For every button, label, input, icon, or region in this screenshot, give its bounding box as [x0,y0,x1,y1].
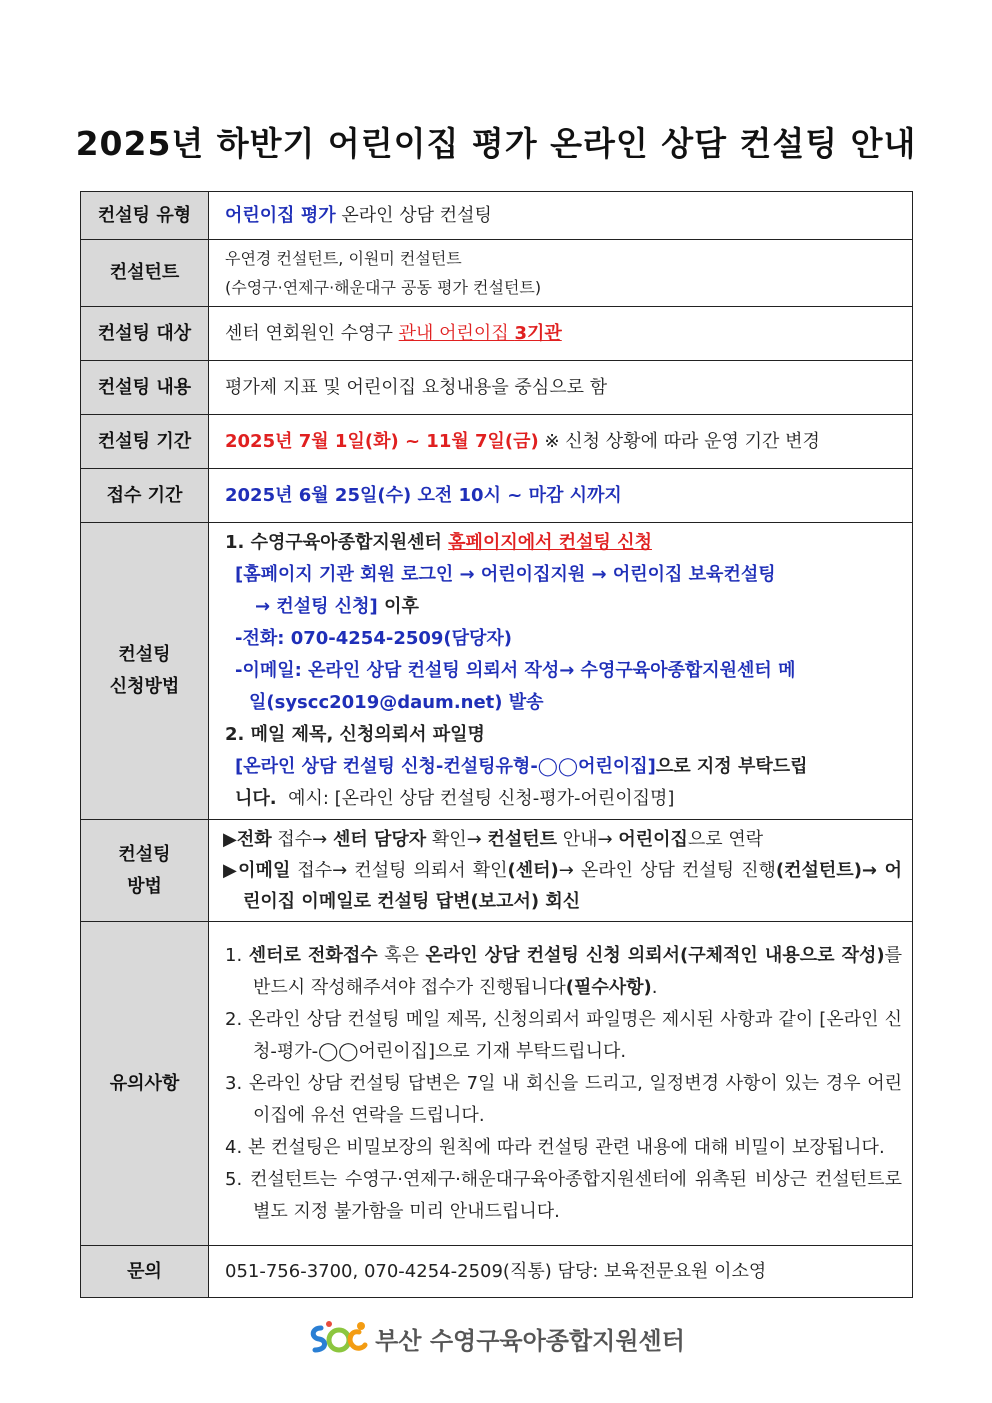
target-red [399,323,562,344]
note-text: 를 반드시 작성해주셔야 접수가 진행됩니다 [253,944,902,998]
note-text: 혹은 [377,944,426,966]
type-rest: 온라인 상담 컨설팅 [335,205,492,226]
apply-email-1: -이메일: 온라인 상담 컨설팅 의뢰서 작성→ 수영구육아종합지원센터 메 [235,660,796,681]
target-red-text: 관내 어린이집 [398,323,515,344]
value-type [209,192,913,240]
note-num: 4. [225,1136,243,1158]
method-daycare: 어린이집 [618,829,688,850]
note-num: 5. [225,1168,243,1190]
method-text: 안내→ [557,829,619,850]
method-text: 접수→ 컨설팅 의뢰서 확인 [290,860,508,881]
note-text: . [651,976,658,998]
apply-phone: -전화: 070-4254-2509(담당자) [235,628,513,649]
format-blue: [온라인 상담 컨설팅 신청-컨설팅유형-◯◯어린이집] [235,756,656,777]
info-table [80,191,913,1298]
target-plain: 센터 연회원인 수영구 [225,323,399,344]
note-num: 3. [225,1072,243,1094]
format-example: 예시: [온라인 상담 컨설팅 신청-평가-어린이집명] [276,788,675,809]
method-text: 접수→ [271,829,333,850]
note-num: 2. [225,1008,243,1030]
note-text: 컨설턴트는 수영구·연제구·해운대구육아종합지원센터에 위촉된 비상근 컨설턴트로 별도 지정 불가함을 미리 안내드립니다. [250,1168,902,1222]
page-title: 2025년 하반기 어린이집 평가 온라인 상담 컨설팅 안내 [75,124,917,163]
note-text: 온라인 상담 컨설팅 메일 제목, 신청의뢰서 파일명은 제시된 사항과 같이 [온라인 신청-평가-◯◯어린이집]으로 기재 부탁드립니다. [248,1008,902,1062]
arrow-icon: ▶ [223,860,239,881]
list-item [225,1132,902,1164]
period-note: ※ 신청 상황에 따라 운영 기간 변경 [538,431,820,452]
consultant-names: 우연경 컨설턴트, 이원미 컨설턴트 [225,249,462,268]
format-end: 니다. [235,788,277,809]
label-reception: 접수 기간 [81,469,209,523]
method-label-1: 컨설팅 [118,843,171,865]
method-phone [223,824,902,855]
row-notes [81,922,913,1246]
label-target: 컨설팅 대상 [81,307,209,361]
format-black: 으로 지정 부탁드립 [655,756,808,777]
note-bold: (필수사항) [565,976,652,998]
list-item [225,1004,902,1068]
apply-format-2 [225,783,902,815]
label-consultant: 컨설턴트 [81,240,209,307]
value-consultant [209,240,913,307]
row-method [81,820,913,922]
row-content [81,361,913,415]
method-phone-word: 전화 [236,829,272,850]
note-bold: 온라인 상담 컨설팅 신청 의뢰서(구체적인 내용으로 작성) [425,944,885,966]
row-type [81,192,913,240]
note-text: 본 컨설팅은 비밀보장의 원칙에 따라 컨설팅 관련 내용에 대해 비밀이 보장됩니다. [247,1136,885,1158]
note-num: 1. [225,944,243,966]
apply-step2: 2. 메일 제목, 신청의뢰서 파일명 [225,724,485,745]
period-dates: 2025년 7월 1일(화) ~ 11월 7일(금) [225,431,539,452]
method-text: 확인→ [426,829,488,850]
value-apply [209,523,913,820]
method-text: 으로 연락 [687,829,764,850]
list-item [225,1068,902,1132]
row-consultant [81,240,913,307]
label-content: 컨설팅 내용 [81,361,209,415]
apply-step1 [225,527,902,559]
footer [0,1318,992,1358]
method-reply: (컨설턴트)→ 어린이집 이메일로 컨설팅 답변(보고서) 회신 [243,860,902,912]
value-content: 평가제 지표 및 어린이집 요청내용을 중심으로 함 [209,361,913,415]
step1-homepage-link[interactable]: 홈페이지에서 컨설팅 신청 [448,532,652,553]
arrow-icon: ▶ [223,829,237,850]
path-2-black: 이후 [377,596,419,617]
path-2-blue: → 컨설팅 신청] [255,596,378,617]
notes-list [225,940,902,1228]
row-reception [81,469,913,523]
scc-logo-icon [307,1318,369,1358]
apply-label-2: 신청방법 [109,676,180,697]
method-label-2: 방법 [127,875,162,897]
row-period [81,415,913,469]
target-count: 3기관 [514,323,562,344]
apply-path-2 [225,591,902,623]
list-item [225,1164,902,1228]
value-reception: 2025년 6월 25일(수) 오전 10시 ~ 마감 시까지 [209,469,913,523]
apply-format-1 [225,751,902,783]
value-method [209,820,913,922]
list-item [225,940,902,1004]
value-target [209,307,913,361]
footer-org-name: 부산 수영구육아종합지원센터 [375,1326,685,1355]
apply-email-2: 일(syscc2019@daum.net) 발송 [249,692,544,713]
apply-label-1: 컨설팅 [118,644,171,665]
method-center: (센터) [507,860,559,881]
row-apply [81,523,913,820]
step1-prefix: 1. 수영구육아종합지원센터 [225,532,449,553]
method-email [223,855,902,917]
row-target [81,307,913,361]
apply-path-1: [홈페이지 기관 회원 로그인 → 어린이집지원 → 어린이집 보육컨설팅 [235,564,776,585]
row-contact [81,1246,913,1298]
label-period: 컨설팅 기간 [81,415,209,469]
method-text: → 온라인 상담 컨설팅 진행 [558,860,776,881]
note-bold: 센터로 전화접수 [248,944,378,966]
label-contact: 문의 [81,1246,209,1298]
note-text: 온라인 상담 컨설팅 답변은 7일 내 회신을 드리고, 일정변경 사항이 있는 경우 어린이집에 유선 연락을 드립니다. [248,1072,902,1126]
value-notes [209,922,913,1246]
label-notes: 유의사항 [81,922,209,1246]
label-type: 컨설팅 유형 [81,192,209,240]
consultant-region: (수영구·연제구·해운대구 공동 평가 컨설턴트) [225,278,542,297]
type-highlight: 어린이집 평가 [225,205,336,226]
method-email-word: 이메일 [238,860,291,881]
label-apply [81,523,209,820]
label-method [81,820,209,922]
value-period [209,415,913,469]
value-contact: 051-756-3700, 070-4254-2509(직통) 담당: 보육전문요원 이소영 [209,1246,913,1298]
method-center: 센터 담당자 [332,829,427,850]
method-consultant: 컨설턴트 [487,829,558,850]
